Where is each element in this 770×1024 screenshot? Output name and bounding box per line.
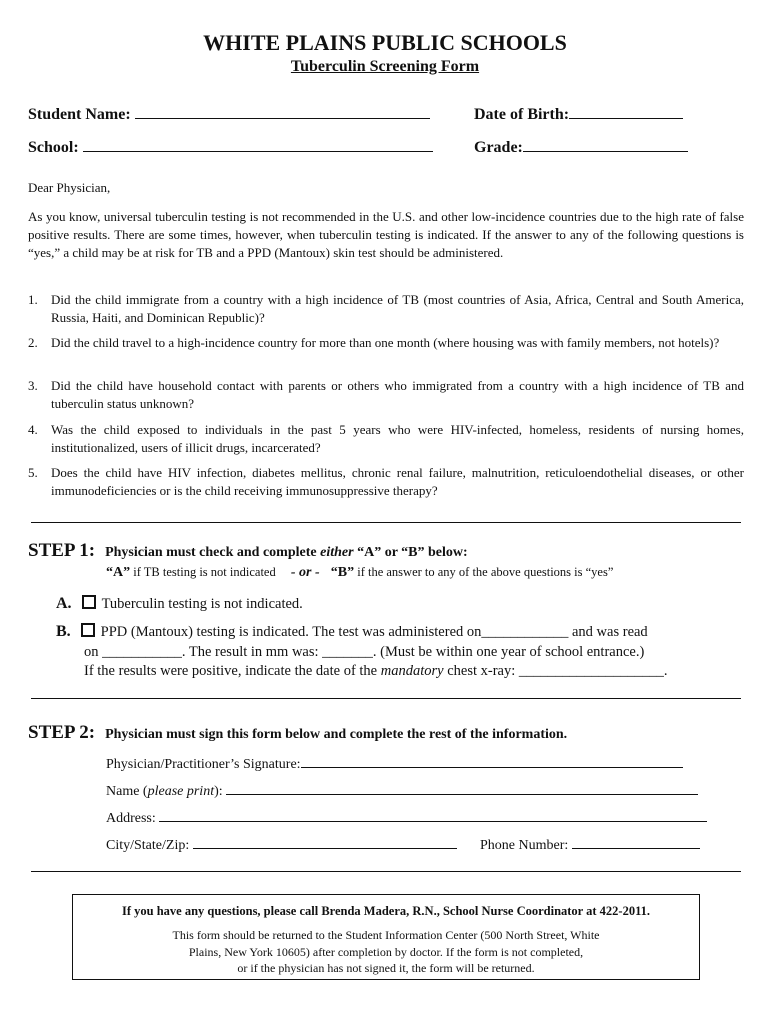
question-item (28, 334, 744, 352)
option-a-checkbox[interactable] (82, 595, 96, 609)
question-number: 1. (28, 292, 38, 307)
question-text: Did the child travel to a high-incidence country for more than one month (where housing was with family members, not hotels)? (51, 335, 720, 350)
legend-a-quote: “A” (106, 565, 131, 580)
intro-paragraph: As you know, universal tuberculin testing is not recommended in the U.S. and other low-incidence countries due to the high rate of false positive results. There are some times, however, when tuberculin testing is indicated. If the answer to any of the following questions is “yes,” a child may be at risk for TB and a PPD (Mantoux) skin test should be administered. (28, 209, 744, 260)
divider (31, 698, 741, 699)
legend-a-desc: if TB testing is not indicated (130, 565, 276, 579)
divider (31, 522, 741, 523)
contact-text: If you have any questions, please call Brenda Madera, R.N., School Nurse Coordinator at 422-2011. (121, 904, 651, 918)
school-label: School: (28, 139, 79, 156)
option-b-label: B. (56, 623, 71, 640)
legend-b-quote: “B” (330, 565, 355, 580)
option-b-line3 (84, 663, 668, 680)
signature-field (106, 753, 683, 773)
question-text: Was the child exposed to individuals in the past 5 years who were HIV-infected, homeless, residents of nursing homes, institutionalized, users of illicit drugs, incarcerated? (51, 422, 744, 455)
city-blank[interactable] (193, 834, 457, 849)
address-blank[interactable] (159, 807, 707, 822)
form-subtitle: Tuberculin Screening Form (290, 58, 480, 75)
question-number: 4. (28, 422, 38, 437)
phone-label: Phone Number: (480, 838, 569, 853)
school-blank[interactable] (83, 137, 433, 152)
date-of-birth-blank[interactable] (569, 104, 683, 119)
question-item (28, 291, 744, 327)
question-text: Did the child have household contact with parents or others who immigrated from a country with a high incidence of TB and tuberculin status unknown? (51, 378, 744, 411)
city-field (106, 834, 457, 854)
name-label-em: please print (147, 784, 215, 799)
name-field (106, 780, 698, 800)
option-b (56, 623, 648, 641)
grade-label: Grade: (474, 139, 523, 156)
name-label-post: ): (214, 784, 223, 799)
question-number: 3. (28, 378, 38, 393)
phone-field (480, 834, 700, 854)
legend-b-desc: if the answer to any of the above questions is “yes” (354, 565, 614, 579)
step1-instruction-end: “A” or “B” below: (353, 545, 468, 560)
step1-legend (106, 565, 613, 581)
option-b-line3-pre: If the results were positive, indicate the date of the (84, 663, 381, 679)
return-line3: or if the physician has not signed it, the form will be returned. (237, 961, 535, 975)
option-b-line2: on ___________. The result in mm was: _______. (Must be within one year of school entrance.) (84, 644, 645, 660)
option-b-line3-post: chest x-ray: ____________________. (443, 663, 668, 679)
question-number: 2. (28, 335, 38, 350)
step1-label: STEP 1: (28, 540, 96, 561)
name-label-pre: Name ( (106, 784, 148, 799)
return-line2: Plains, New York 10605) after completion by doctor. If the form is not completed, (188, 944, 584, 959)
date-of-birth-field (474, 104, 683, 124)
signature-label: Physician/Practitioner’s Signature: (106, 757, 301, 772)
city-label: City/State/Zip: (106, 838, 190, 853)
salutation: Dear Physician, (28, 180, 111, 195)
option-a-text: Tuberculin testing is not indicated. (101, 596, 303, 612)
grade-blank[interactable] (523, 137, 688, 152)
step1-instruction-text: Physician must check and complete (105, 545, 321, 560)
step2-label: STEP 2: (28, 722, 96, 743)
name-blank[interactable] (226, 780, 698, 795)
step1-emphasis: either (320, 545, 354, 560)
student-name-label: Student Name: (28, 106, 131, 123)
option-b-mandatory: mandatory (380, 663, 444, 679)
step1-heading (28, 540, 468, 562)
question-item (28, 377, 744, 413)
legend-or (291, 565, 320, 580)
divider (31, 871, 741, 872)
return-line1: This form should be returned to the Student Information Center (500 North Street, White (172, 928, 600, 942)
page-title: WHITE PLAINS PUBLIC SCHOOLS (203, 30, 567, 55)
student-name-field (28, 104, 430, 124)
student-name-blank[interactable] (135, 104, 430, 119)
option-a-label: A. (56, 595, 72, 612)
return-instructions (73, 927, 699, 977)
phone-blank[interactable] (572, 834, 700, 849)
legend-or-text: - or - (290, 565, 320, 580)
signature-blank[interactable] (301, 753, 683, 768)
option-a (56, 595, 303, 613)
step1-instruction (105, 545, 468, 560)
question-text: Did the child immigrate from a country with a high incidence of TB (most countries of Asia, Africa, Central and South America, Russia, Haiti, and Dominican Republic)? (51, 292, 744, 325)
option-b-line1: PPD (Mantoux) testing is indicated. The test was administered on____________ and was read (100, 624, 648, 640)
date-of-birth-label: Date of Birth: (474, 106, 570, 123)
address-label: Address: (106, 811, 156, 826)
step2-heading (28, 722, 567, 744)
school-field (28, 137, 433, 157)
contact-box (72, 894, 700, 980)
question-item (28, 421, 744, 457)
option-b-checkbox[interactable] (81, 623, 95, 637)
question-text: Does the child have HIV infection, diabetes mellitus, chronic renal failure, malnutrition, reticuloendothelial diseases, or other immunodeficiencies or is the child receiving immunosuppressive therapy? (51, 465, 744, 498)
question-number: 5. (28, 465, 38, 480)
address-field (106, 807, 707, 827)
grade-field (474, 137, 688, 157)
step2-instruction: Physician must sign this form below and complete the rest of the information. (105, 727, 568, 742)
question-item (28, 464, 744, 500)
